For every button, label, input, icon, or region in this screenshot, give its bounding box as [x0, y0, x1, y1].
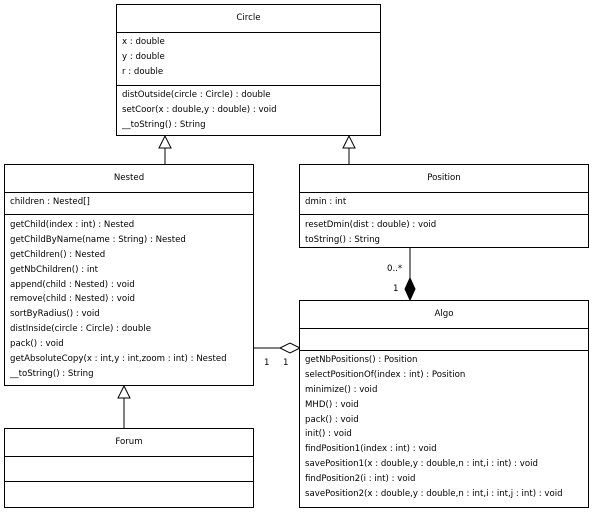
attribute: r : double	[122, 66, 164, 77]
class-algo-operations	[300, 351, 588, 504]
nested-to-circle-arrowhead	[159, 136, 171, 148]
operation: findPosition1(index : int) : void	[305, 444, 437, 455]
forum-to-nested-arrowhead	[118, 386, 130, 398]
class-circle-operations	[117, 86, 380, 135]
multiplicity-algo-left: 1	[283, 358, 289, 368]
operation: distOutside(circle : Circle) : double	[122, 90, 271, 100]
operation: toString() : String	[305, 234, 380, 245]
class-algo-name: Algo	[300, 301, 588, 329]
operation: append(child : Nested) : void	[10, 279, 135, 290]
class-nested-attributes	[5, 193, 253, 215]
class-algo[interactable]	[299, 300, 589, 508]
class-circle[interactable]	[116, 4, 381, 136]
class-forum-operations	[5, 482, 253, 486]
operation: selectPositionOf(index : int) : Position	[305, 369, 466, 380]
class-nested-operations	[5, 215, 253, 384]
operation: savePosition2(x : double,y : double,n : int,i : int,j : int) : void	[305, 489, 563, 500]
operation: getNbPositions() : Position	[305, 355, 418, 365]
operation: distInside(circle : Circle) : double	[10, 324, 151, 335]
operation: getChild(index : int) : Nested	[10, 220, 135, 230]
operation: getAbsoluteCopy(x : int,y : int,zoom : int) : Nested	[10, 354, 227, 365]
operation: MHD() : void	[305, 399, 359, 410]
position-to-circle-arrowhead	[343, 136, 355, 148]
operation: getChildren() : Nested	[10, 249, 106, 260]
operation: __toString() : String	[122, 119, 206, 130]
class-position-operations	[300, 215, 588, 250]
operation: minimize() : void	[305, 384, 378, 395]
multiplicity-position-end: 0..*	[387, 264, 403, 274]
class-forum[interactable]	[4, 428, 254, 508]
class-forum-name: Forum	[5, 429, 253, 457]
class-position[interactable]	[299, 164, 589, 248]
operation: remove(child : Nested) : void	[10, 294, 135, 305]
operation: savePosition1(x : double,y : double,n : int,i : int) : void	[305, 459, 538, 470]
attribute: children : Nested[]	[10, 197, 90, 207]
operation: __toString() : String	[10, 368, 94, 379]
class-forum-attributes	[5, 457, 253, 482]
attribute: x : double	[122, 37, 165, 47]
class-nested[interactable]	[4, 164, 254, 386]
operation: setCoor(x : double,y : double) : void	[122, 104, 277, 115]
class-position-attributes	[300, 193, 588, 215]
composition-diamond	[405, 278, 415, 300]
attribute: dmin : int	[305, 197, 347, 207]
class-circle-name: Circle	[117, 5, 380, 33]
class-nested-name: Nested	[5, 165, 253, 193]
operation: getChildByName(name : String) : Nested	[10, 234, 186, 245]
class-circle-attributes	[117, 33, 380, 86]
operation: pack() : void	[10, 339, 64, 350]
aggregation-diamond	[280, 343, 300, 353]
operation: getNbChildren() : int	[10, 264, 99, 275]
class-position-name: Position	[300, 165, 588, 193]
operation: sortByRadius() : void	[10, 309, 100, 320]
operation: resetDmin(dist : double) : void	[305, 220, 437, 230]
operation: init() : void	[305, 429, 352, 440]
attribute: y : double	[122, 51, 165, 62]
multiplicity-nested-end: 1	[264, 358, 270, 368]
class-algo-attributes	[300, 329, 588, 351]
operation: findPosition2(i : int) : void	[305, 474, 416, 485]
operation: pack() : void	[305, 414, 359, 425]
multiplicity-algo-top: 1	[393, 284, 399, 294]
